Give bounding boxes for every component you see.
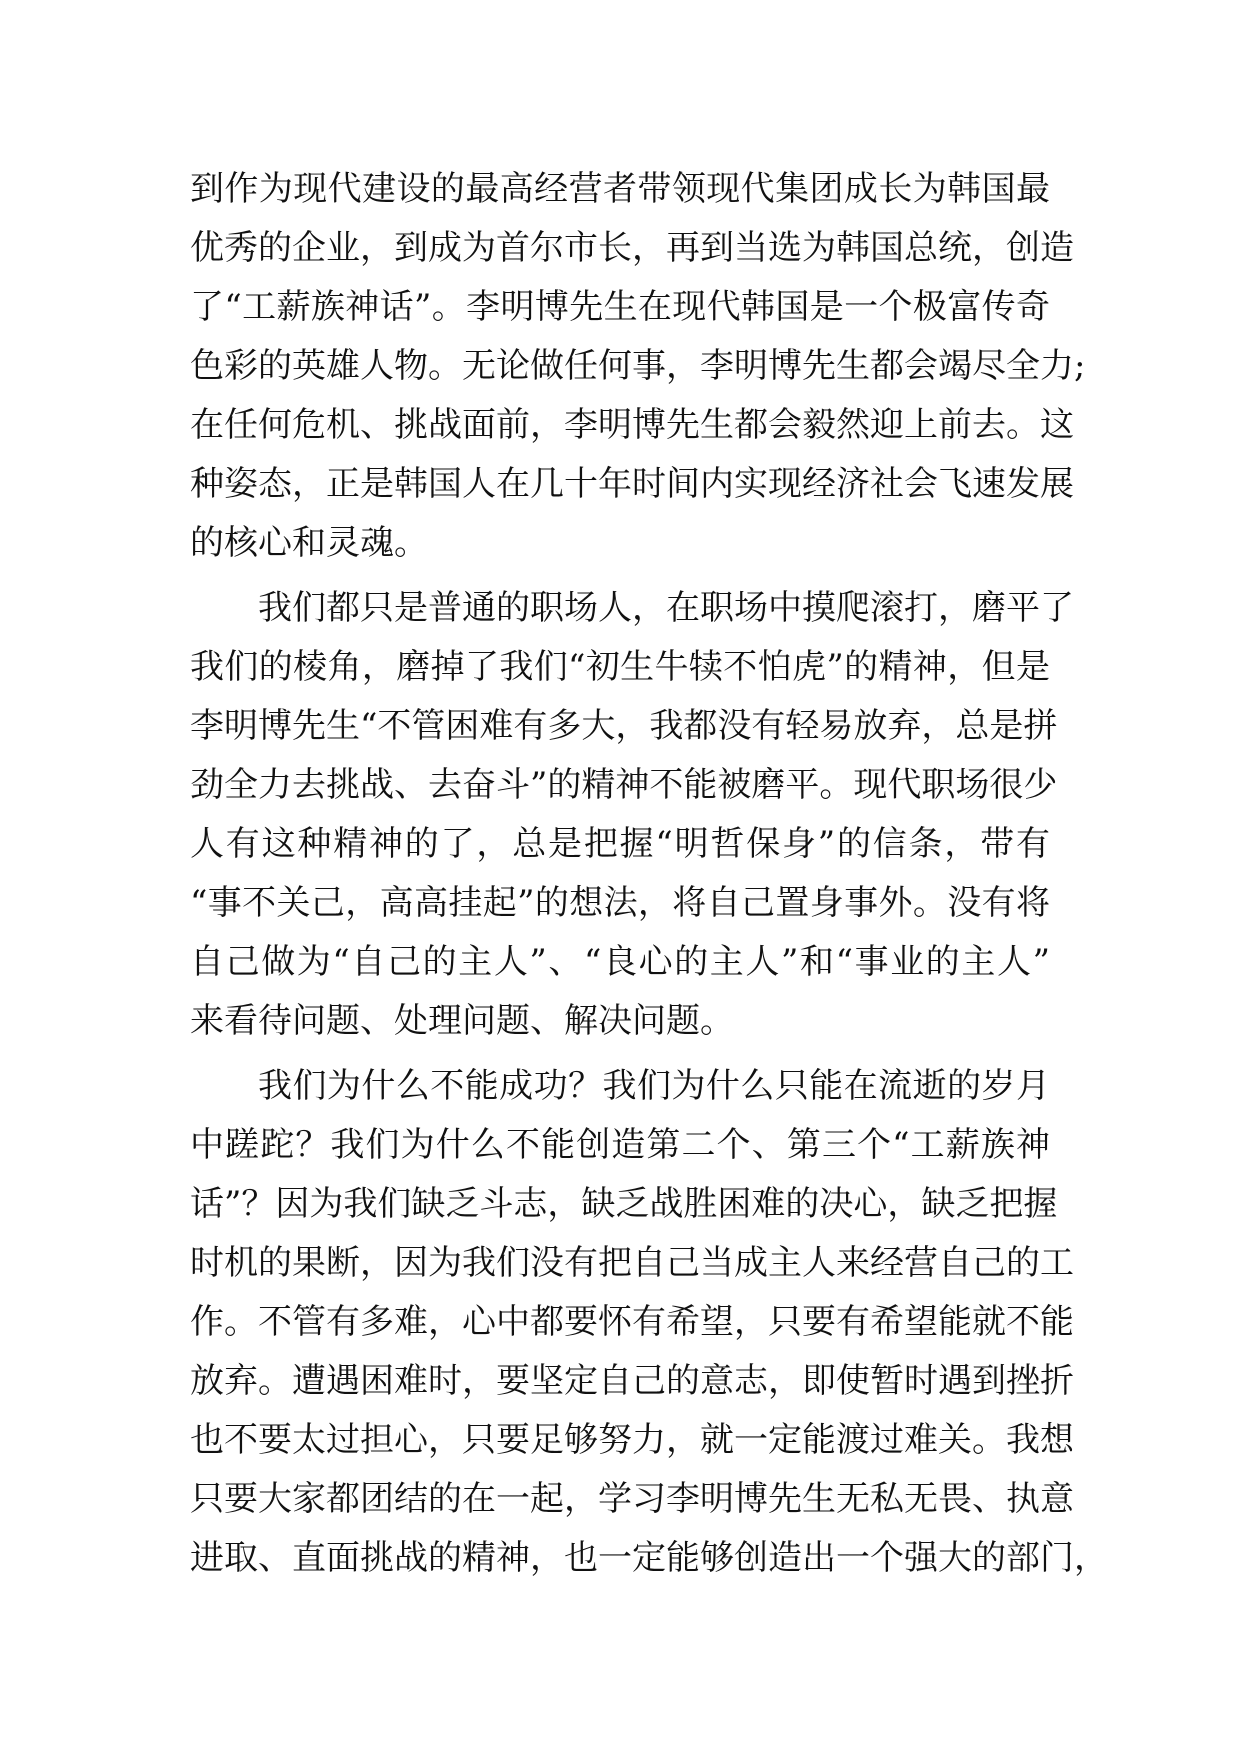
text-line: 我们的棱角，磨掉了我们“初生牛犊不怕虎”的精神，但是 [190, 647, 1050, 687]
text-line: 来看待问题、处理问题、解决问题。 [190, 1001, 734, 1041]
text-line: 种姿态，正是韩国人在几十年时间内实现经济社会飞速发展 [190, 464, 1074, 504]
text-line: 我们都只是普通的职场人，在职场中摸爬滚打，磨平了 [258, 588, 1074, 628]
text-line: 的核心和灵魂。 [190, 523, 428, 563]
paragraph-2 [190, 579, 1074, 1051]
text-line: “事不关己，高高挂起”的想法，将自己置身事外。没有将 [190, 883, 1050, 923]
text-line: 时机的果断，因为我们没有把自己当成主人来经营自己的工 [190, 1243, 1074, 1283]
text-line: 只要大家都团结的在一起，学习李明博先生无私无畏、执意 [190, 1479, 1074, 1519]
text-line: 优秀的企业，到成为首尔市长，再到当选为韩国总统，创造 [190, 228, 1074, 268]
text-line: 了“工薪族神话”。李明博先生在现代韩国是一个极富传奇 [190, 287, 1050, 327]
paragraph-1 [190, 160, 1086, 573]
document-body [190, 160, 1108, 1588]
text-line: 也不要太过担心，只要足够努力，就一定能渡过难关。我想 [190, 1420, 1074, 1460]
text-line: 作。不管有多难，心中都要怀有希望，只要有希望能就不能 [190, 1302, 1074, 1342]
text-line: 人有这种精神的了，总是把握“明哲保身”的信条，带有 [190, 824, 1050, 864]
text-line: 中蹉跎？我们为什么不能创造第二个、第三个“工薪族神 [190, 1125, 1050, 1165]
text-line: 我们为什么不能成功？我们为什么只能在流逝的岁月 [258, 1066, 1050, 1106]
text-line: 李明博先生“不管困难有多大，我都没有轻易放弃，总是拼 [190, 706, 1058, 746]
text-line: 话”？因为我们缺乏斗志，缺乏战胜困难的决心，缺乏把握 [190, 1184, 1058, 1224]
text-line: 自己做为“自己的主人”、“良心的主人”和“事业的主人” [190, 942, 1050, 982]
text-line: 劲全力去挑战、去奋斗”的精神不能被磨平。现代职场很少 [190, 765, 1058, 805]
text-line: 进取、直面挑战的精神，也一定能够创造出一个强大的部门， [190, 1538, 1108, 1578]
paragraph-3 [190, 1057, 1108, 1588]
text-line: 在任何危机、挑战面前，李明博先生都会毅然迎上前去。这 [190, 405, 1074, 445]
text-line: 色彩的英雄人物。无论做任何事，李明博先生都会竭尽全力; [190, 346, 1086, 386]
text-line: 到作为现代建设的最高经营者带领现代集团成长为韩国最 [190, 169, 1050, 209]
text-line: 放弃。遭遇困难时，要坚定自己的意志，即使暂时遇到挫折 [190, 1361, 1074, 1401]
